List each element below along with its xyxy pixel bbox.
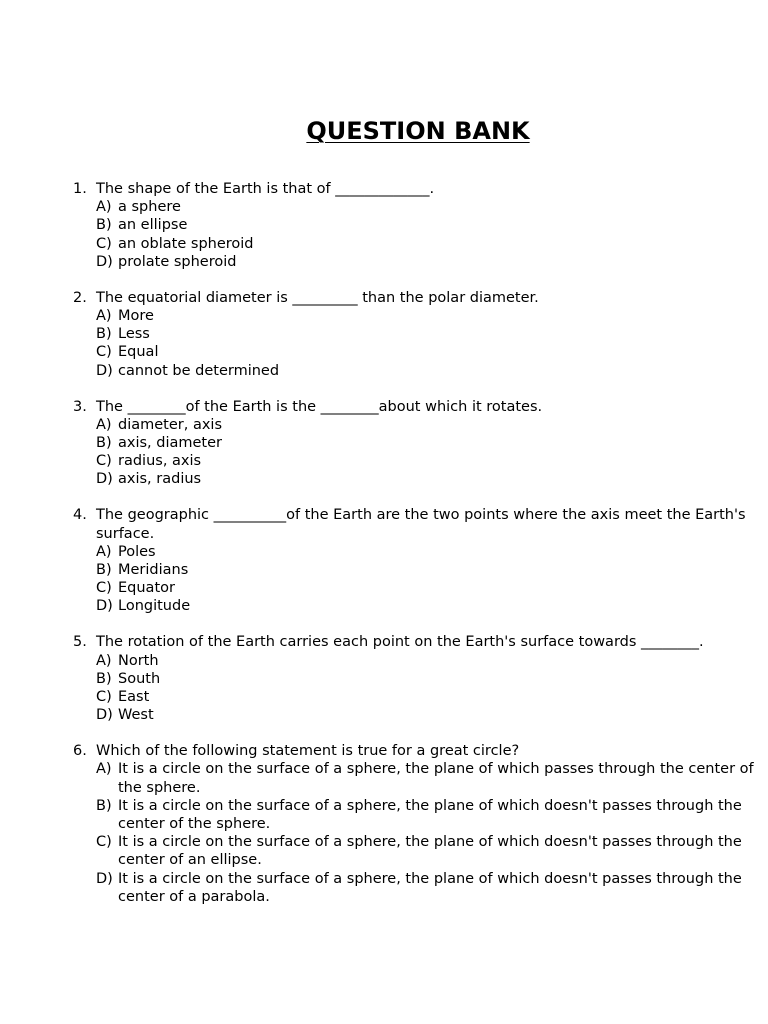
option-letter: D): [96, 707, 113, 724]
option-text: prolate spheroid: [118, 253, 237, 270]
question-number: 3.: [73, 398, 87, 415]
option-text: Less: [118, 326, 150, 343]
option-text: axis, diameter: [118, 435, 222, 452]
option-letter: B): [96, 670, 112, 687]
question-text: The ________of the Earth is the ________about which it rotates.: [96, 398, 543, 415]
option-letter: D): [96, 870, 113, 887]
option-list: [96, 198, 768, 271]
option-text: It is a circle on the surface of a sphere, the plane of which doesn't passes through the center of the sphere.: [118, 797, 742, 833]
option-text: It is a circle on the surface of a sphere, the plane of which passes through the center of the sphere.: [118, 761, 754, 796]
option-item: [96, 470, 768, 488]
option-item: [96, 325, 768, 343]
option-letter: D): [96, 598, 113, 615]
option-letter: A): [96, 543, 112, 560]
option-item: [96, 579, 768, 597]
option-item: [96, 198, 768, 216]
question-number: 6.: [73, 743, 87, 760]
question-item: [73, 289, 768, 380]
question-number: 5.: [73, 634, 87, 651]
option-letter: B): [96, 562, 112, 579]
question-item: [73, 633, 768, 724]
question-row: [73, 506, 768, 542]
option-item: [96, 452, 768, 470]
option-item: [96, 235, 768, 253]
option-text: cannot be determined: [118, 362, 280, 379]
option-letter: B): [96, 326, 112, 343]
question-row: [73, 742, 768, 760]
option-text: diameter, axis: [118, 416, 222, 433]
question-number: 2.: [73, 289, 87, 306]
option-item: [96, 833, 768, 869]
option-text: an oblate spheroid: [118, 235, 254, 252]
question-text: Which of the following statement is true for a great circle?: [96, 743, 520, 760]
option-item: [96, 307, 768, 325]
option-item: [96, 870, 768, 906]
option-text: Poles: [118, 543, 156, 560]
option-text: Longitude: [118, 598, 191, 615]
question-item: [73, 180, 768, 271]
option-letter: A): [96, 199, 112, 216]
option-item: [96, 797, 768, 833]
question-text: The equatorial diameter is _________ than the polar diameter.: [96, 289, 539, 306]
option-letter: D): [96, 362, 113, 379]
option-text: axis, radius: [118, 471, 202, 488]
question-number: 4.: [73, 507, 87, 524]
option-item: [96, 434, 768, 452]
option-letter: C): [96, 344, 112, 361]
question-row: [73, 633, 768, 651]
option-text: South: [118, 670, 161, 687]
option-list: [96, 760, 768, 906]
option-text: West: [118, 707, 154, 724]
question-number: 1.: [73, 181, 87, 197]
option-list: [96, 307, 768, 380]
option-letter: B): [96, 797, 112, 814]
option-item: [96, 688, 768, 706]
option-letter: C): [96, 453, 112, 470]
option-item: [96, 343, 768, 361]
option-letter: C): [96, 689, 112, 706]
page-title: QUESTION BANK: [306, 117, 530, 145]
option-text: More: [118, 308, 154, 325]
option-item: [96, 416, 768, 434]
option-letter: B): [96, 435, 112, 452]
option-letter: A): [96, 761, 112, 778]
option-letter: B): [96, 217, 112, 234]
option-letter: C): [96, 834, 112, 851]
option-letter: D): [96, 253, 113, 270]
question-item: [73, 398, 768, 489]
option-list: [96, 652, 768, 725]
option-text: a sphere: [118, 199, 181, 216]
option-item: [96, 362, 768, 380]
question-row: [73, 180, 768, 198]
option-letter: A): [96, 652, 112, 669]
option-list: [96, 543, 768, 616]
question-text: The geographic __________of the Earth are the two points where the axis meet the Earth's surface.: [96, 507, 746, 542]
question-item: [73, 742, 768, 906]
option-text: It is a circle on the surface of a sphere, the plane of which doesn't passes through the center of an ellipse.: [118, 834, 742, 869]
option-text: East: [118, 689, 150, 706]
option-letter: A): [96, 308, 112, 325]
option-text: It is a circle on the surface of a sphere, the plane of which doesn't passes through the center of a parabola.: [118, 870, 742, 905]
question-row: [73, 289, 768, 307]
option-item: [96, 543, 768, 561]
question-list: [73, 180, 768, 924]
option-letter: D): [96, 471, 113, 488]
option-item: [96, 652, 768, 670]
option-item: [96, 253, 768, 271]
option-list: [96, 416, 768, 489]
option-text: an ellipse: [118, 217, 188, 234]
option-letter: C): [96, 235, 112, 252]
option-text: Equator: [118, 580, 175, 597]
option-letter: C): [96, 580, 112, 597]
question-text: The rotation of the Earth carries each point on the Earth's surface towards ________.: [96, 634, 704, 651]
option-text: Meridians: [118, 562, 189, 579]
option-item: [96, 597, 768, 615]
option-item: [96, 706, 768, 724]
option-text: radius, axis: [118, 453, 202, 470]
option-text: North: [118, 652, 159, 669]
option-text: Equal: [118, 344, 159, 361]
option-item: [96, 561, 768, 579]
option-item: [96, 760, 768, 796]
question-row: [73, 398, 768, 416]
option-letter: A): [96, 416, 112, 433]
question-text: The shape of the Earth is that of _____________.: [96, 181, 435, 197]
option-item: [96, 670, 768, 688]
question-item: [73, 506, 768, 615]
option-item: [96, 216, 768, 234]
